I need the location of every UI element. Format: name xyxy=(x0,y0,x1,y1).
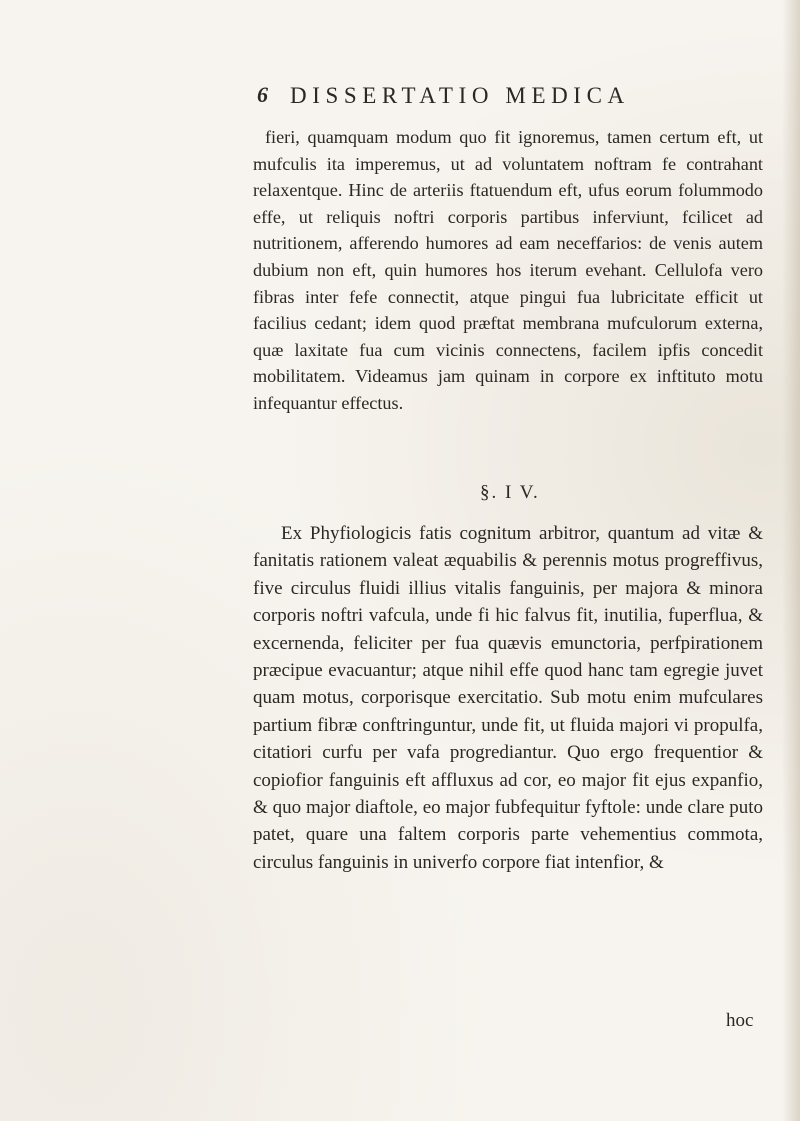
section-heading: §. I V. xyxy=(480,482,540,503)
running-title: DISSERTATIO MEDICA xyxy=(290,83,630,108)
page-edge-shadow xyxy=(782,0,800,1121)
page-number: 6 xyxy=(257,82,268,107)
page-header xyxy=(257,82,757,112)
body-paragraph-2: Ex Phyfiologicis fatis cognitum arbitror, quantum ad vitæ & fanitatis rationem valeat æquabilis & perennis motus progreffivus, five circulus fluidi illius vitalis fanguinis, per majora & minora corporis noftri vafcula, unde fi hic falvus fit, inutilia, fuperflua, & excernenda, feliciter per fua quævis emunctoria, perfpirationem præcipue evacuantur; atque nihil effe quod hanc tam egregie juvet quam motus, corporisque exercitatio. Sub motu enim mufculares partium fibræ conftringuntur, unde fit, ut fluida majori vi propulfa, citatiori curfu per vafa progrediantur. Quo ergo frequentior & copiofior fanguinis eft affluxus ad cor, eo major fit ejus expanfio, & quo major diaftole, eo major fubfequitur fyftole: unde clare puto patet, quare una faltem corporis parte vehementius commota, circulus fanguinis in univerfo corpore fiat intenfior, & xyxy=(253,523,763,873)
catchword: hoc xyxy=(726,1010,754,1031)
body-paragraph-1: fieri, quamquam modum quo fit ignoremus, tamen certum eft, ut mufculis ita imperemus, ut ad voluntatem noftram fe contrahant relaxentque. Hinc de arteriis ftatuendum eft, ufus eorum folummodo effe, ut reliquis noftri corporis partibus inferviunt, fcilicet ad nutritionem, afferendo humores ad eam neceffarios: de venis autem dubium non eft, quin humores hos iterum evehant. Cellulofa vero fibras inter fefe connectit, atque pingui fua lubricitate efficit ut facilius cedant; idem quod præftat membrana mufculorum externa, quæ laxitate fua cum vicinis connectens, facilem ipfis concedit mobilitatem. Videamus jam quinam in corpore ex inftituto motu infequantur effectus. xyxy=(253,127,763,413)
